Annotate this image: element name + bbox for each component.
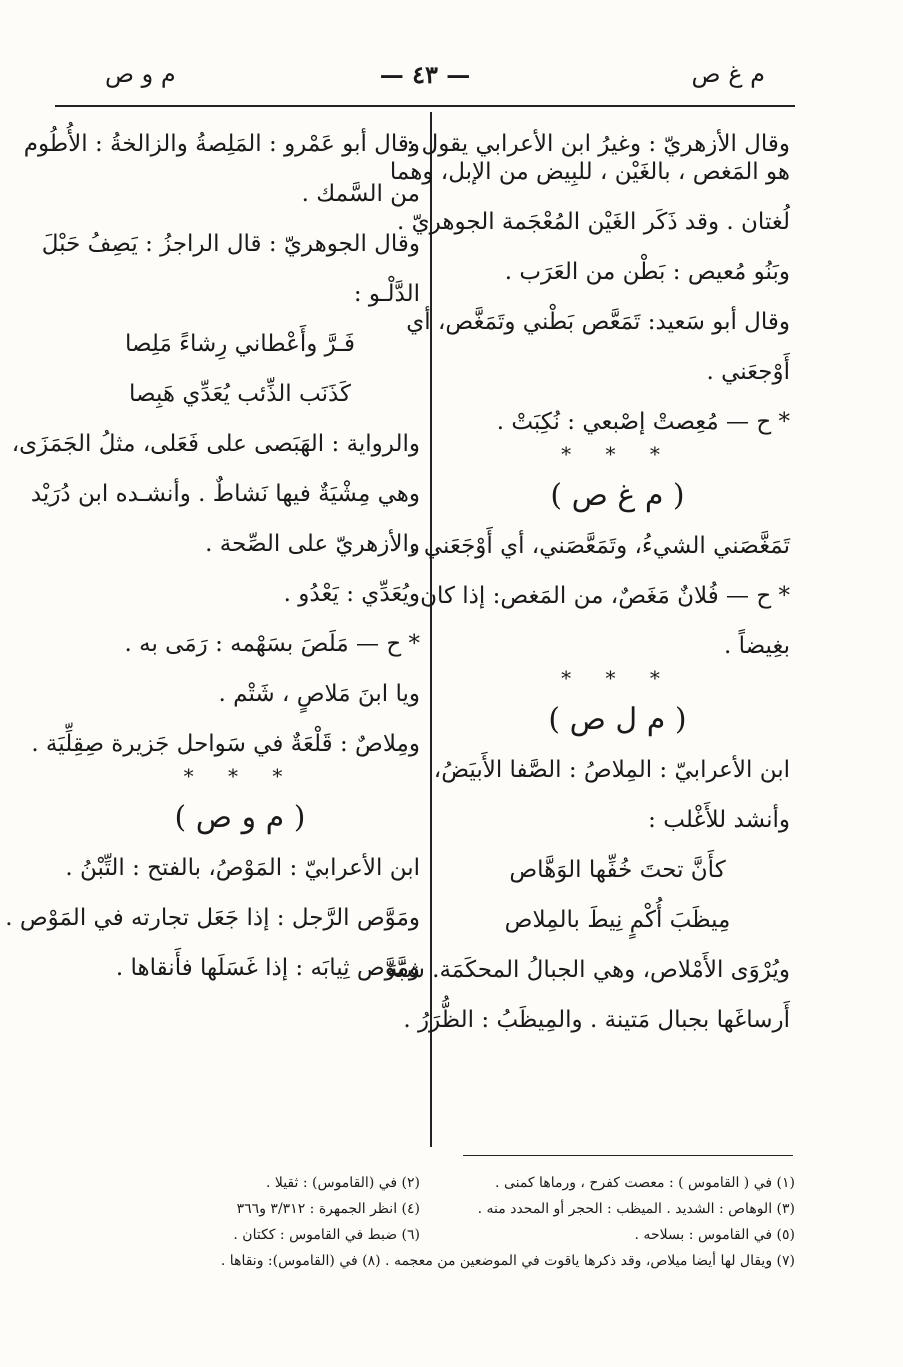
text-line: ويُعَدِّي : يَعْدُو .	[283, 581, 420, 607]
text-line: والرواية : الهَبَصى على فَعَلى، مثلُ الجَمَزَى،	[11, 431, 420, 457]
text-line: ومَوَّص ثِيابَه : إذا غَسَلَها فأَنقاها .	[115, 955, 420, 981]
text-line: هو المَغص ، بالغَيْن ، للبِيض من الإبل، وهما	[389, 159, 790, 185]
footnote: (٥) في القاموس : بسلاحه .	[634, 1227, 795, 1243]
footnote-row	[60, 1248, 795, 1274]
footnote-row	[60, 1222, 795, 1248]
section-heading-mws: ( م و ص )	[174, 800, 306, 835]
text-line: ابن الأعرابيّ : المَوْصُ، بالفتح : التِّبْنُ .	[65, 855, 420, 881]
section-separator: * * *	[183, 764, 297, 788]
text-line: وقال الجوهريّ : قال الراجزُ : يَصِفُ حَبْلَ	[41, 231, 420, 257]
text-line: الدَّلْـو :	[353, 281, 420, 307]
text-line: تَمَغَّصَني الشيءُ، وتَمَعَّصَني، أي أَوْجَعَني .	[409, 533, 790, 559]
text-line: وقال الأزهريّ : وغيرُ ابن الأعرابي يقول :	[406, 131, 790, 157]
section-separator: * * *	[561, 442, 674, 466]
page-header	[55, 60, 795, 100]
footnote: (٤) انظر الجمهرة : ٣/٣١٢ و٣٦٦	[236, 1201, 420, 1217]
page-number: — ٤٣ —	[379, 60, 471, 89]
text-line: * ح — مُعِصتْ إصْبعي : نُكِبَتْ .	[496, 409, 790, 435]
text-line: بغِيضاً .	[723, 633, 790, 659]
footnote: (١) في ( القاموس ) : معصت كفرح ، ورماها كمنى .	[495, 1175, 795, 1191]
verse-line: مِيظَبَ أُكْمٍ نِيطَ بالمِلاص	[504, 907, 731, 933]
text-line: ومِلاصٌ : قَلْعَةٌ في سَواحل جَزيرة صِقِلِّيَة .	[31, 731, 420, 757]
text-line: أَرساغَها بجبال مَتينة . والمِيظَبُ : الظُّرَرُ .	[403, 1007, 790, 1033]
footnote: (٢) في (القاموس) : ثقيلا .	[265, 1175, 420, 1191]
left-column	[5, 130, 420, 982]
footnotes	[60, 1170, 795, 1274]
footnote-row	[60, 1196, 795, 1222]
footnote: (٧) ويقال لها أيضا ميلاص، وقد ذكرها ياقوت في الموضعين من معجمه . (٨) في (القاموس): ونقاها .	[220, 1253, 795, 1269]
header-root-right: م غ ص	[691, 60, 765, 88]
text-line: وقال أبو سَعيد: تَمَعَّص بَطْني وتَمَغَّص، أي	[406, 309, 790, 335]
section-heading-mls: ( م ل ص )	[548, 702, 687, 737]
text-line: وبَنُو مُعيص : بَطْن من العَرَب .	[504, 259, 790, 285]
column-divider	[430, 112, 432, 1147]
text-line: أَوْجعَني .	[706, 359, 790, 385]
text-line: ومَوَّص الرَّجل : إذا جَعَل تجارته في المَوْص .	[5, 905, 420, 931]
text-line: وأنشد للأَغْلب :	[648, 807, 790, 833]
section-separator: * * *	[561, 666, 674, 690]
header-rule	[55, 105, 795, 107]
section-heading-mghs: ( م غ ص )	[550, 478, 685, 513]
verse-line: فَـرَّ وأَعْطاني رِشاءً مَلِصا	[124, 331, 356, 357]
text-line: * ح — فُلانٌ مَغَصٌ، من المَغص: إذا كان	[420, 583, 790, 609]
footnote-rule	[463, 1155, 793, 1156]
header-root-left: م و ص	[105, 60, 176, 88]
text-line: لُغتان . وقد ذَكَر الغَيْن المُعْجَمة الجوهريّ .	[397, 209, 790, 235]
text-line: ويُرْوَى الأَمْلاص، وهي الجبالُ المحكَمَة. شبَّهَ	[386, 957, 790, 983]
verse-line: كأَنَّ تحتَ خُفِّها الوَهَّاص	[509, 857, 726, 883]
text-line: ويا ابنَ مَلاصٍ ، شَتْم .	[218, 681, 420, 707]
verse-line: كَذَنَب الذِّئب يُعَدِّي هَبِصا	[129, 381, 351, 407]
text-line: * ح — مَلَصَ بسَهْمه : رَمَى به .	[124, 631, 420, 657]
text-line: وقال أبو عَمْرو : المَلِصةُ والزالخةُ : الأُطُوم	[23, 131, 420, 157]
text-line: والأزهريّ على الصِّحة .	[205, 531, 420, 557]
footnote: (٦) ضبط في القاموس : ككتان .	[233, 1227, 420, 1243]
footnote-row	[60, 1170, 795, 1196]
footnote: (٣) الوهاص : الشديد . الميظب : الحجر أو المحدد منه .	[477, 1201, 795, 1217]
text-line: وهي مِشْيَةٌ فيها نَشاطٌ . وأنشـده ابن دُرَيْد	[30, 481, 420, 507]
text-line: من السَّمك .	[301, 181, 420, 207]
text-line: ابن الأعرابيّ : المِلاصُ : الصَّفا الأَبيَضُ،	[433, 757, 790, 783]
